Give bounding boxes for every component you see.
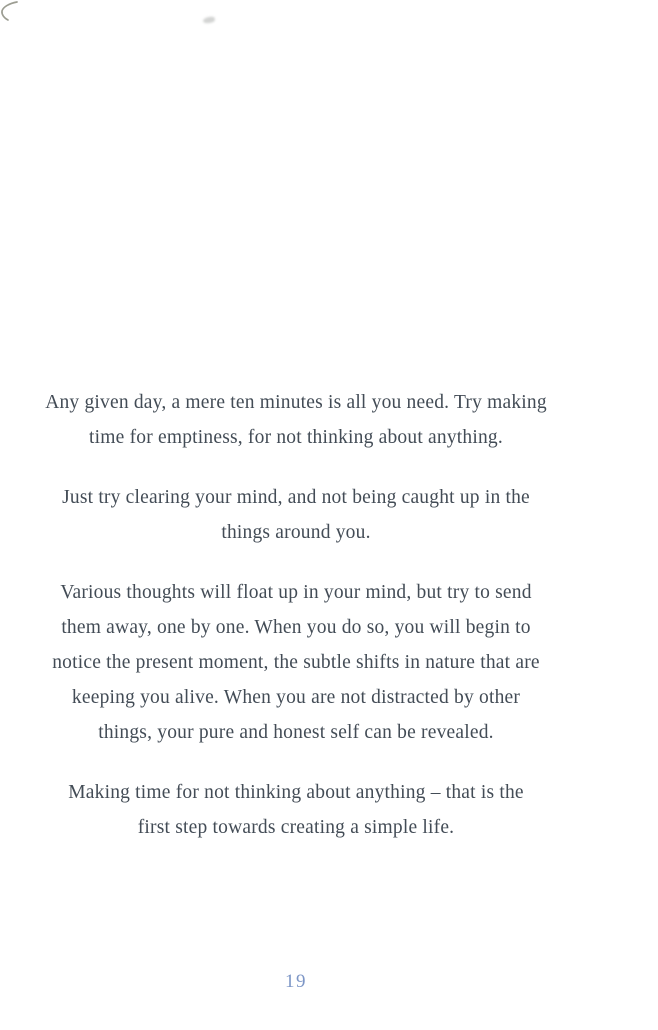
text-line: notice the present moment, the subtle shifts in nature that are bbox=[52, 652, 540, 673]
text-line: Any given day, a mere ten minutes is all you need. Try making bbox=[45, 392, 547, 413]
text-line: keeping you alive. When you are not distracted by other bbox=[71, 687, 521, 708]
paragraph-2 bbox=[0, 480, 592, 550]
paragraph-1 bbox=[0, 385, 592, 455]
text-line: first step towards creating a simple life. bbox=[137, 817, 455, 838]
branch-stroke-icon bbox=[0, 0, 24, 26]
page-text-block bbox=[0, 385, 592, 870]
text-line: things, your pure and honest self can be revealed. bbox=[98, 722, 494, 743]
text-line: things around you. bbox=[221, 522, 371, 543]
page-footer bbox=[0, 971, 592, 993]
text-line: Making time for not thinking about anything – that is the bbox=[68, 782, 524, 803]
text-line: Various thoughts will float up in your mind, but try to send bbox=[60, 582, 532, 603]
text-line: Just try clearing your mind, and not being caught up in the bbox=[62, 487, 530, 508]
paragraph-3 bbox=[0, 575, 592, 750]
paragraph-4 bbox=[0, 775, 592, 845]
text-line: them away, one by one. When you do so, you will begin to bbox=[61, 617, 531, 638]
ink-smudge bbox=[203, 16, 216, 24]
text-line: time for emptiness, for not thinking about anything. bbox=[89, 427, 503, 448]
page-number: 19 bbox=[285, 971, 307, 992]
